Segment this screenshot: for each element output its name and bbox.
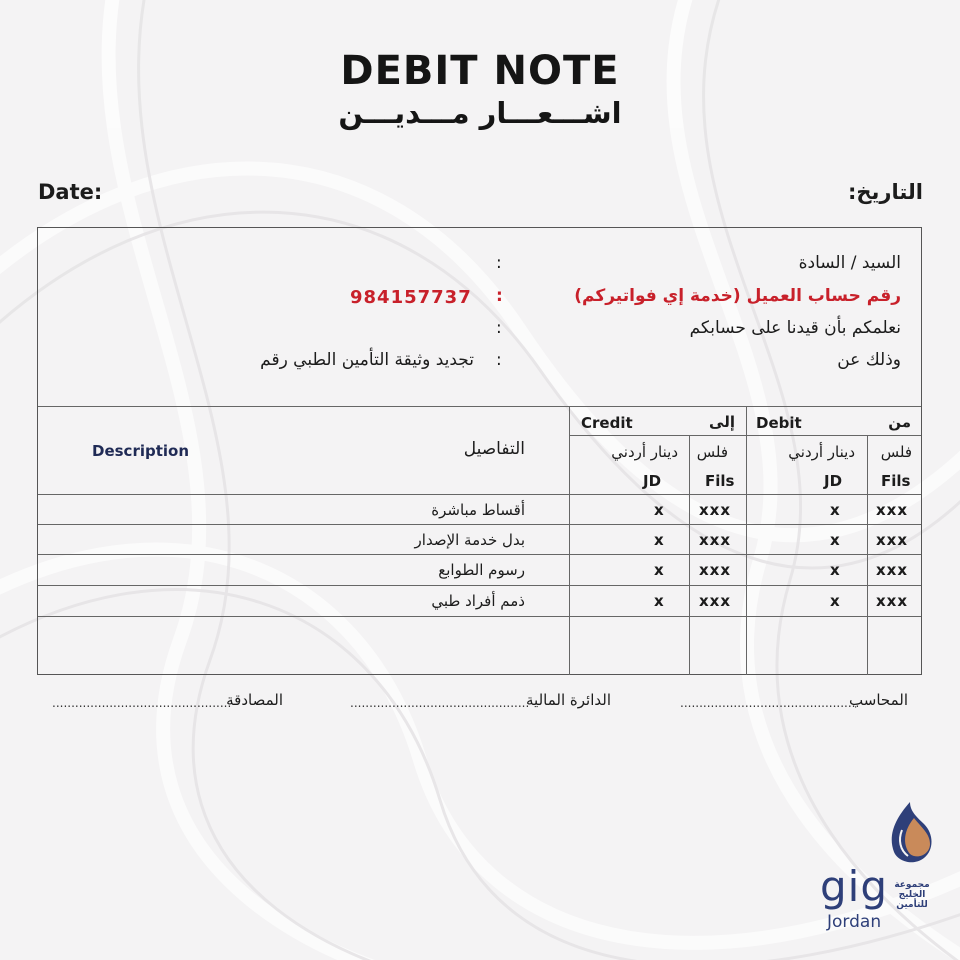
credit-header-arabic: إلى bbox=[709, 413, 735, 431]
gig-logo-arabic-text: مجموعة الخليج للتأمين bbox=[894, 880, 930, 910]
row-2-credit-jd: x bbox=[654, 561, 665, 579]
credit-jd-header-english: JD bbox=[643, 472, 662, 490]
row-1-credit-jd: x bbox=[654, 531, 665, 549]
row-1-debit-jd: x bbox=[830, 531, 841, 549]
debit-header-arabic: من bbox=[888, 413, 911, 431]
row-label-medical-receivables: ذمم أفراد طبي bbox=[431, 592, 525, 610]
credit-fils-header-english: Fils bbox=[705, 472, 735, 490]
signature-approval-line: ............................................... bbox=[52, 696, 232, 710]
row-1-credit-fils: xxx bbox=[699, 531, 732, 549]
credit-fils-header-arabic: فلس bbox=[696, 443, 728, 461]
signature-accountant-label: المحاسب bbox=[849, 691, 908, 709]
gig-flame-logo-icon bbox=[880, 800, 940, 872]
sir-label: السيد / السادة bbox=[798, 253, 901, 273]
debit-note-form bbox=[37, 227, 922, 675]
debit-fils-header-arabic: فلس bbox=[880, 443, 912, 461]
reason-value: تجديد وثيقة التأمين الطبي رقم bbox=[260, 350, 474, 370]
sir-colon: : bbox=[496, 253, 502, 273]
account-colon: : bbox=[496, 286, 503, 306]
col-line-credit bbox=[569, 406, 570, 675]
row-0-credit-fils: xxx bbox=[699, 501, 732, 519]
col-line-debit bbox=[746, 406, 747, 675]
date-label-english: Date: bbox=[38, 180, 103, 204]
row-label-stamp-fees: رسوم الطوابع bbox=[438, 561, 525, 579]
reason-label: وذلك عن bbox=[837, 350, 901, 370]
col-line-debit-fils bbox=[867, 435, 868, 675]
inform-colon: : bbox=[496, 318, 502, 338]
row-3-debit-jd: x bbox=[830, 592, 841, 610]
row-2-credit-fils: xxx bbox=[699, 561, 732, 579]
gig-logo-wordmark: gig bbox=[820, 862, 888, 911]
row-label-direct-premiums: أقساط مباشرة bbox=[431, 501, 525, 519]
details-header-arabic: التفاصيل bbox=[463, 439, 525, 459]
debit-fils-header-english: Fils bbox=[881, 472, 911, 490]
row-line-1 bbox=[38, 524, 921, 525]
debit-jd-header-english: JD bbox=[824, 472, 843, 490]
gig-logo-subtitle: Jordan bbox=[827, 912, 882, 932]
row-0-debit-fils: xxx bbox=[876, 501, 909, 519]
row-1-debit-fils: xxx bbox=[876, 531, 909, 549]
row-line-4 bbox=[38, 616, 921, 617]
date-label-arabic: التاريخ: bbox=[847, 180, 923, 204]
credit-jd-header-arabic: دينار أردني bbox=[611, 443, 678, 461]
row-0-credit-jd: x bbox=[654, 501, 665, 519]
row-0-debit-jd: x bbox=[830, 501, 841, 519]
signature-approval-label: المصادقة bbox=[226, 691, 283, 709]
reason-colon: : bbox=[496, 350, 502, 370]
signature-finance-line: ............................................... bbox=[350, 696, 530, 710]
description-header-english: Description bbox=[92, 442, 190, 460]
section-divider bbox=[38, 406, 921, 407]
row-line-0 bbox=[38, 494, 921, 495]
debit-jd-header-arabic: دينار أردني bbox=[788, 443, 855, 461]
col-line-credit-fils bbox=[689, 435, 690, 675]
header-divider bbox=[569, 435, 921, 436]
row-2-debit-fils: xxx bbox=[876, 561, 909, 579]
document-title-english: DEBIT NOTE bbox=[340, 48, 620, 94]
signature-finance-label: الدائرة المالية bbox=[526, 691, 611, 709]
row-line-2 bbox=[38, 554, 921, 555]
inform-label: نعلمكم بأن قيدنا على حسابكم bbox=[689, 318, 901, 338]
row-2-debit-jd: x bbox=[830, 561, 841, 579]
row-3-debit-fils: xxx bbox=[876, 592, 909, 610]
row-label-issuance-fee: بدل خدمة الإصدار bbox=[414, 531, 525, 549]
debit-header-english: Debit bbox=[756, 414, 802, 432]
credit-header-english: Credit bbox=[581, 414, 633, 432]
row-3-credit-jd: x bbox=[654, 592, 665, 610]
row-line-3 bbox=[38, 585, 921, 586]
account-number-value: 984157737 bbox=[350, 287, 472, 308]
account-number-label: رقم حساب العميل (خدمة إي فواتيركم) bbox=[574, 286, 901, 306]
row-3-credit-fils: xxx bbox=[699, 592, 732, 610]
document-title-arabic: اشـــعـــار مـــديـــن bbox=[338, 96, 622, 130]
signature-accountant-line: ............................................... bbox=[680, 696, 860, 710]
